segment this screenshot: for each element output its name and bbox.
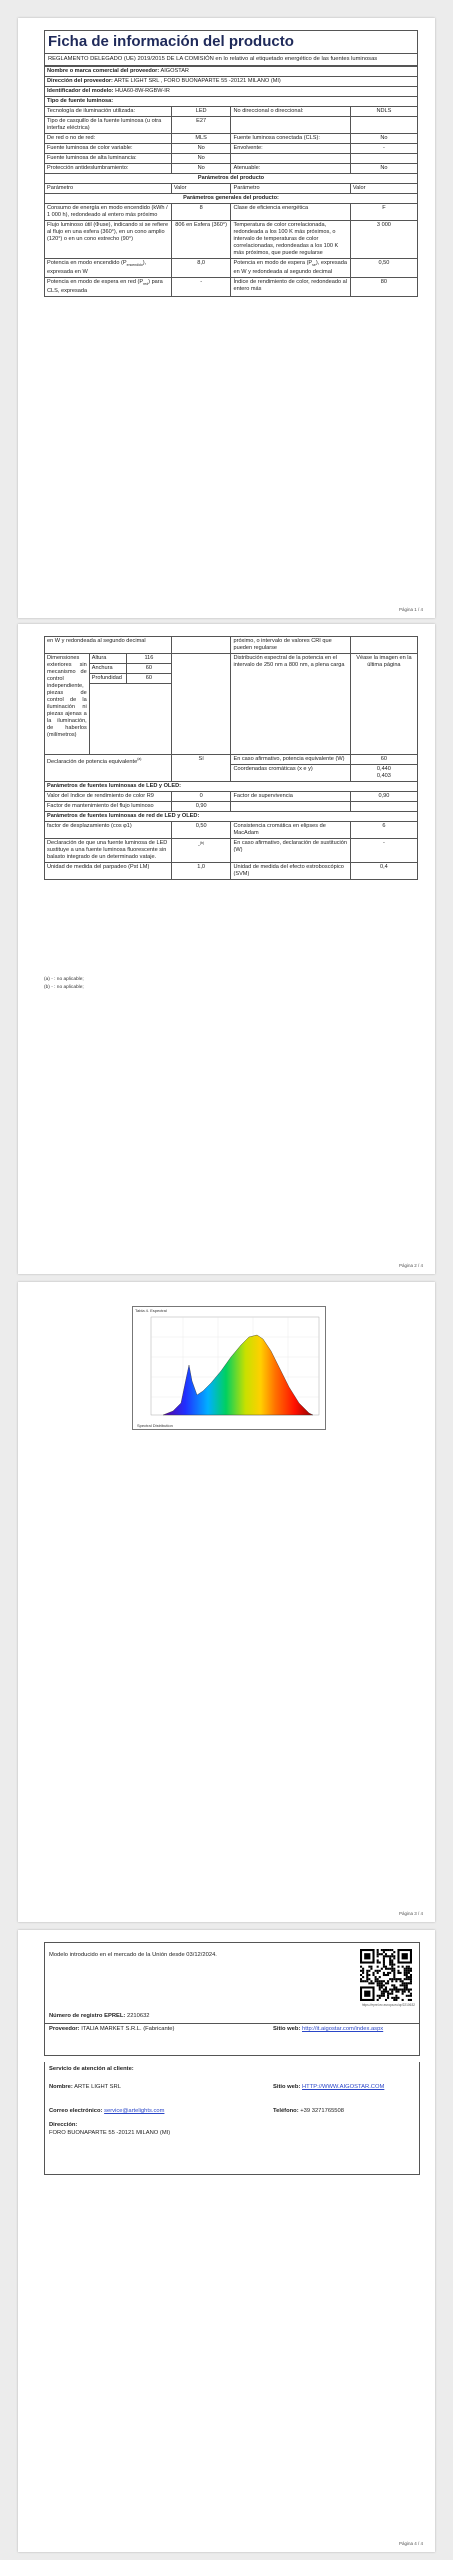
light-type-param-value-2 — [350, 154, 417, 164]
qr-code-image — [360, 1949, 412, 2001]
general-param-value-2: 80 — [350, 278, 417, 297]
service-website: Sitio web: HTTP://WWW.AIGOSTAR.COM — [273, 2084, 385, 2090]
customer-service-heading: Servicio de atención al cliente: — [49, 2066, 134, 2072]
led-param-value: 0 — [171, 792, 231, 802]
led-mains-param-value-2: 6 — [350, 822, 417, 839]
led-mains-param-label: factor de desplazamiento (cos φ1) — [45, 822, 172, 839]
dim-height-label: Altura — [89, 654, 126, 664]
light-type-param-value-2 — [350, 117, 417, 134]
general-param-label-2: Clase de eficiencia energética — [231, 204, 350, 221]
qr-url[interactable]: https://eprel.ec.europa.eu/qr/2210632 — [361, 2003, 415, 2007]
footnote-a: (a) - : no aplicable; — [44, 977, 84, 982]
general-param-label: Flujo luminoso útil (Φuse), indicando si se refiere al flujo en una esfera (360°), en un cono amplio (120°) o en un cono estrecho (90°) — [45, 221, 172, 259]
general-row — [45, 278, 418, 297]
led-mains-param-label-2: Unidad de medida del efecto estroboscópico (SVM) — [231, 863, 350, 880]
provider-website: Sitio web: http://it.aigostar.com/index.aspx — [273, 2026, 384, 2032]
service-name: Nombre: ARTE LIGHT SRL — [49, 2084, 121, 2090]
general-param-label-2: Temperatura de color correlacionada, redondeada a los 100 K más próximos, o intervalo de temperaturas de color correlacionadas, redondeadas a los 100 K más próximos, que puede regularse — [231, 221, 350, 259]
dim-width-value: 60 — [127, 664, 172, 674]
led-param-label-2: Factor de supervivencia — [231, 792, 350, 802]
params-table-continued — [44, 636, 418, 880]
page-number: Página 1 / 4 — [398, 607, 423, 612]
led-mains-param-value-2: - — [350, 839, 417, 863]
light-type-param-label-2: Envolvente: — [231, 144, 350, 154]
general-param-label: Consumo de energía en modo encendido (kWh / 1 000 h), redondeado al entero más próximo — [45, 204, 172, 221]
service-phone: Teléfono: +39 3271765508 — [273, 2108, 344, 2114]
general-row — [45, 204, 418, 221]
led-params-heading: Parámetros de fuentes luminosas de LED y OLED: — [45, 782, 418, 792]
dim-width-label: Anchura — [89, 664, 126, 674]
spectrum-svg — [133, 1307, 325, 1429]
light-type-param-label: Fuente luminosa de alta luminancia: — [45, 154, 172, 164]
general-param-value: 806 en Esfera (360°) — [171, 221, 231, 259]
col-value-2: Valor — [350, 184, 417, 194]
light-type-row — [45, 164, 418, 174]
led-param-value-2 — [350, 802, 417, 812]
equivalent-power-value: 60 — [350, 755, 417, 765]
led-mains-param-label-2: Consistencia cromática en elipses de MacAdam — [231, 822, 350, 839]
general-params-heading: Parámetros generales del producto: — [45, 194, 418, 204]
light-type-param-value-2: No — [350, 164, 417, 174]
light-type-param-value: No — [171, 144, 231, 154]
light-type-param-label: Tipo de casquillo de la fuente luminosa (u otra interfaz eléctrica) — [45, 117, 172, 134]
chart-x-label: Spectral Distribution — [137, 1423, 173, 1428]
led-mains-param-value: -$^{(b)}$ — [171, 839, 231, 863]
page-number: Página 2 / 4 — [398, 1263, 423, 1268]
general-param-value-2: F — [350, 204, 417, 221]
service-address: FORO BUONAPARTE 55 -20121 MILANO (MI) — [49, 2130, 171, 2136]
led-param-label: Factor de mantenimiento del flujo luminoso — [45, 802, 172, 812]
col-param-1: Parámetro — [45, 184, 172, 194]
led-mains-param-value: 0,50 — [171, 822, 231, 839]
led-mains-param-label: Unidad de medida del parpadeo (Pst LM) — [45, 863, 172, 880]
led-row — [45, 792, 418, 802]
general-param-value: 8,0 — [171, 259, 231, 278]
light-type-heading: Tipo de fuente luminosa: — [45, 97, 418, 107]
led-mains-param-value: 1,0 — [171, 863, 231, 880]
led-mains-param-label: Declaración de que una fuente luminosa de LED sustituye a una fuente luminosa fluorescente sin balasto integrado de un determinado vataje. — [45, 839, 172, 863]
light-type-param-label: Protección antideslumbramiento: — [45, 164, 172, 174]
led-mains-row — [45, 822, 418, 839]
cri-cont: próximo, o intervalo de valores CRI que pueden regularse — [231, 637, 350, 654]
light-type-param-value: No — [171, 164, 231, 174]
col-value-1: Valor — [171, 184, 231, 194]
light-type-param-label-2 — [231, 117, 350, 134]
equivalent-power-label: En caso afirmativo, potencia equivalente (W) — [231, 755, 350, 765]
light-type-param-label: Fuente luminosa de color variable: — [45, 144, 172, 154]
light-type-param-label-2: Fuente luminosa conectada (CLS): — [231, 134, 350, 144]
dim-height-value: 116 — [127, 654, 172, 664]
footnotes — [44, 976, 84, 992]
led-param-label: Valor del índice de rendimiento de color R9 — [45, 792, 172, 802]
general-row — [45, 259, 418, 278]
light-type-param-label-2 — [231, 154, 350, 164]
chromaticity-values: 0,440 0,403 — [350, 765, 417, 782]
general-param-label-2: Índice de rendimiento de color, redondeado al entero más — [231, 278, 350, 297]
led-mains-param-label-2: En caso afirmativo, declaración de sustitución (W) — [231, 839, 350, 863]
chromaticity-label: Coordenadas cromáticas (x e y) — [231, 765, 350, 782]
regulation-text: REGLAMENTO DELEGADO (UE) 2019/2015 DE LA COMISIÓN en lo relativo al etiquetado energético de las fuentes luminosas — [44, 53, 418, 66]
provider: Proveedor: ITALIA MARKET S.R.L. (Fabricante) — [49, 2026, 175, 2032]
dimensions-label: Dimensiones exteriores sin mecanismo de control independiente, piezas de control de la iluminación ni piezas ajenas a la iluminación, de haberlos (milímetros) — [45, 654, 90, 755]
model-identifier-row: Identificador del modelo: HUA60-8W-RGBW-IR — [45, 87, 418, 97]
page-1 — [18, 18, 435, 618]
light-type-param-label-2: Atenuable: — [231, 164, 350, 174]
chart-caption: Tabla 4. Espectral — [135, 1308, 167, 1313]
spectral-distribution-value: Véase la imagen en la última página — [350, 654, 417, 755]
general-param-label-2: Potencia en modo de espera $(P_{se})$, expresada en W y redondeada al segundo decimal — [231, 259, 350, 278]
light-type-row — [45, 117, 418, 134]
service-email: Correo electrónico: service@artelights.com — [49, 2108, 165, 2114]
light-type-param-value-2: - — [350, 144, 417, 154]
light-type-param-label: De red o no de red: — [45, 134, 172, 144]
general-param-label: Potencia en modo encendido $(P_{encendido})$, expresada en W — [45, 259, 172, 278]
led-mains-row — [45, 839, 418, 863]
spectral-distribution-label: Distribución espectral de la potencia en el intervalo de 250 nm a 800 nm, a plena carga — [231, 654, 350, 755]
market-intro: Modelo introducido en el mercado de la Unión desde 03/12/2024. — [49, 1952, 217, 1958]
page-4 — [18, 1930, 435, 2552]
light-type-param-label-2: No direccional o direccional: — [231, 107, 350, 117]
footnote-b: (b) - : no aplicable; — [44, 985, 84, 990]
qr-code[interactable] — [360, 1949, 412, 2001]
spectral-distribution-chart — [132, 1306, 326, 1430]
supplier-name-row: Nombre o marca comercial del proveedor: AIGOSTAR — [45, 67, 418, 77]
eprel-registration: Número de registro EPREL: 2210632 — [49, 2013, 150, 2019]
led-mains-params-heading: Parámetros de fuentes luminosas de red de LED y OLED: — [45, 812, 418, 822]
general-param-value: 8 — [171, 204, 231, 221]
sheet-page-2 — [44, 636, 418, 880]
provider-website-link[interactable]: http://it.aigostar.com/index.aspx — [302, 2026, 384, 2032]
supplier-table — [44, 66, 418, 297]
standby-network-cont: en W y redondeada al segundo decimal — [45, 637, 172, 654]
led-mains-row — [45, 863, 418, 880]
col-param-2: Parámetro — [231, 184, 350, 194]
sheet-page-1 — [44, 30, 418, 297]
product-params-heading: Parámetros del producto — [45, 174, 418, 184]
led-param-value-2: 0,90 — [350, 792, 417, 802]
service-email-link[interactable]: service@artelights.com — [104, 2108, 165, 2114]
led-mains-param-value-2: 0,4 — [350, 863, 417, 880]
light-type-param-value: LED — [171, 107, 231, 117]
customer-service-card — [44, 2062, 420, 2175]
general-param-value-2: 0,50 — [350, 259, 417, 278]
light-type-row — [45, 154, 418, 164]
led-param-value: 0,90 — [171, 802, 231, 812]
page-number: Página 3 / 4 — [398, 1911, 423, 1916]
light-type-param-value: E27 — [171, 117, 231, 134]
general-param-value-2: 3 000 — [350, 221, 417, 259]
general-row — [45, 221, 418, 259]
led-param-label-2 — [231, 802, 350, 812]
light-type-param-value-2: No — [350, 134, 417, 144]
page-title: Ficha de información del producto — [44, 30, 418, 53]
dim-depth-label: Profundidad — [89, 674, 126, 684]
light-type-row — [45, 144, 418, 154]
led-row — [45, 802, 418, 812]
eprel-card — [44, 1942, 420, 2056]
service-website-link[interactable]: HTTP://WWW.AIGOSTAR.COM — [302, 2084, 385, 2090]
light-type-param-value-2: NDLS — [350, 107, 417, 117]
light-type-row — [45, 134, 418, 144]
general-param-label: Potencia en modo de espera en red $(P_{red})$ para CLS, expresada — [45, 278, 172, 297]
page-2 — [18, 624, 435, 1274]
supplier-address-row: Dirección del proveedor: ARTE LIGHT SRL , FORO BUONAPARTE 55 -20121 MILANO (MI) — [45, 77, 418, 87]
light-type-param-value: No — [171, 154, 231, 164]
service-address-label: Dirección: — [49, 2122, 78, 2128]
equivalent-power-declaration-value: Sí — [171, 755, 231, 782]
equivalent-power-declaration: Declaración de potencia equivalente$^{(a)}$ — [45, 755, 172, 782]
page-number: Página 4 / 4 — [398, 2541, 423, 2546]
light-type-row — [45, 107, 418, 117]
page-3 — [18, 1282, 435, 1922]
dim-depth-value: 60 — [127, 674, 172, 684]
light-type-param-label: Tecnología de iluminación utilizada: — [45, 107, 172, 117]
general-param-value: - — [171, 278, 231, 297]
light-type-param-value: MLS — [171, 134, 231, 144]
